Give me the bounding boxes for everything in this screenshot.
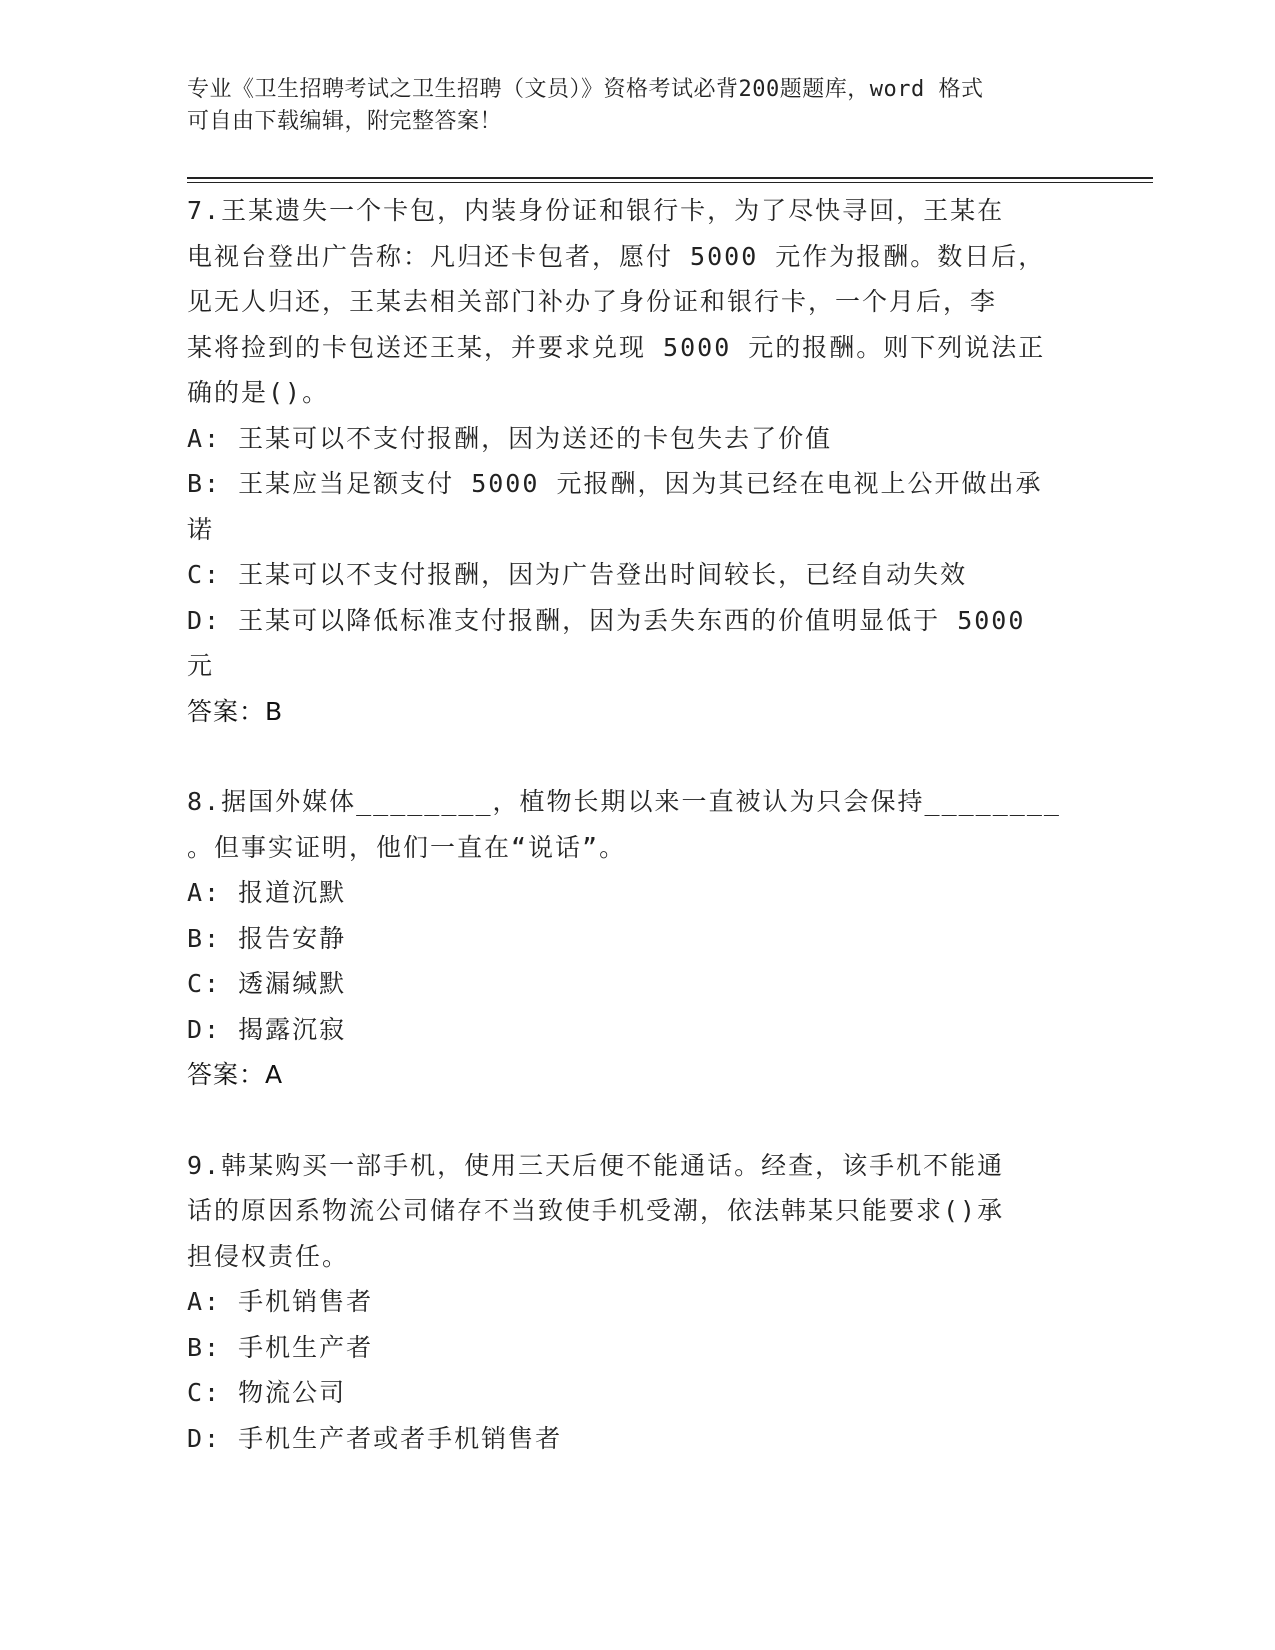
- question-7: [187, 188, 1077, 734]
- header-line-2: 可自由下载编辑，附完整答案！: [187, 109, 503, 134]
- header-line-1: 专业《卫生招聘考试之卫生招聘（文员）》资格考试必背200题题库，word 格式: [187, 77, 984, 102]
- option-a: A: 报道沉默: [187, 878, 347, 907]
- question-8: [187, 779, 1077, 1098]
- question-text-line: 见无人归还，王某去相关部门补办了身份证和银行卡，一个月后，李: [187, 287, 998, 316]
- question-text-line: 7.王某遗失一个卡包，内装身份证和银行卡，为了尽快寻回，王某在: [187, 196, 1005, 225]
- question-text-line: 担侵权责任。: [187, 1241, 350, 1271]
- option-d: D: 王某可以降低标准支付报酬，因为丢失东西的价值明显低于 5000: [187, 605, 1026, 635]
- option-b: B: 报告安静: [187, 923, 347, 953]
- question-spacer: [187, 1098, 1077, 1143]
- question-9: [187, 1143, 1077, 1462]
- option-c: C: 物流公司: [187, 1378, 347, 1407]
- option-b: B: 王某应当足额支付 5000 元报酬，因为其已经在电视上公开做出承: [187, 469, 1043, 498]
- option-b: B: 手机生产者: [187, 1332, 374, 1362]
- answer-label: 答案：A: [187, 1060, 284, 1089]
- question-text-line: 8.据国外媒体________，植物长期以来一直被认为只会保持________: [187, 787, 1061, 816]
- option-b-continued: 诺: [187, 514, 215, 544]
- option-a: A: 王某可以不支付报酬，因为送还的卡包失去了价值: [187, 423, 833, 453]
- question-list: [187, 188, 1077, 1461]
- question-spacer: [187, 734, 1077, 779]
- question-text-line: 确的是()。: [187, 378, 330, 407]
- question-text-line: 电视台登出广告称：凡归还卡包者，愿付 5000 元作为报酬。数日后，: [187, 241, 1046, 271]
- page-header: [187, 74, 1067, 138]
- answer-label: 答案：B: [187, 696, 284, 726]
- option-c: C: 王某可以不支付报酬，因为广告登出时间较长，已经自动失效: [187, 560, 968, 589]
- option-d: D: 手机生产者或者手机销售者: [187, 1423, 563, 1453]
- question-text-line: 话的原因系物流公司储存不当致使手机受潮，依法韩某只能要求()承: [187, 1196, 1005, 1225]
- header-rule-thin: [187, 182, 1153, 183]
- option-c: C: 透漏缄默: [187, 969, 347, 998]
- question-text-line: 某将捡到的卡包送还王某，并要求兑现 5000 元的报酬。则下列说法正: [187, 332, 1046, 362]
- option-d: D: 揭露沉寂: [187, 1014, 347, 1044]
- header-rule-thick: [187, 177, 1153, 179]
- question-text-line: 9.韩某购买一部手机，使用三天后便不能通话。经查，该手机不能通: [187, 1150, 1005, 1180]
- option-d-continued: 元: [187, 651, 215, 680]
- question-text-line: 。但事实证明，他们一直在“说话”。: [187, 832, 627, 862]
- option-a: A: 手机销售者: [187, 1287, 374, 1316]
